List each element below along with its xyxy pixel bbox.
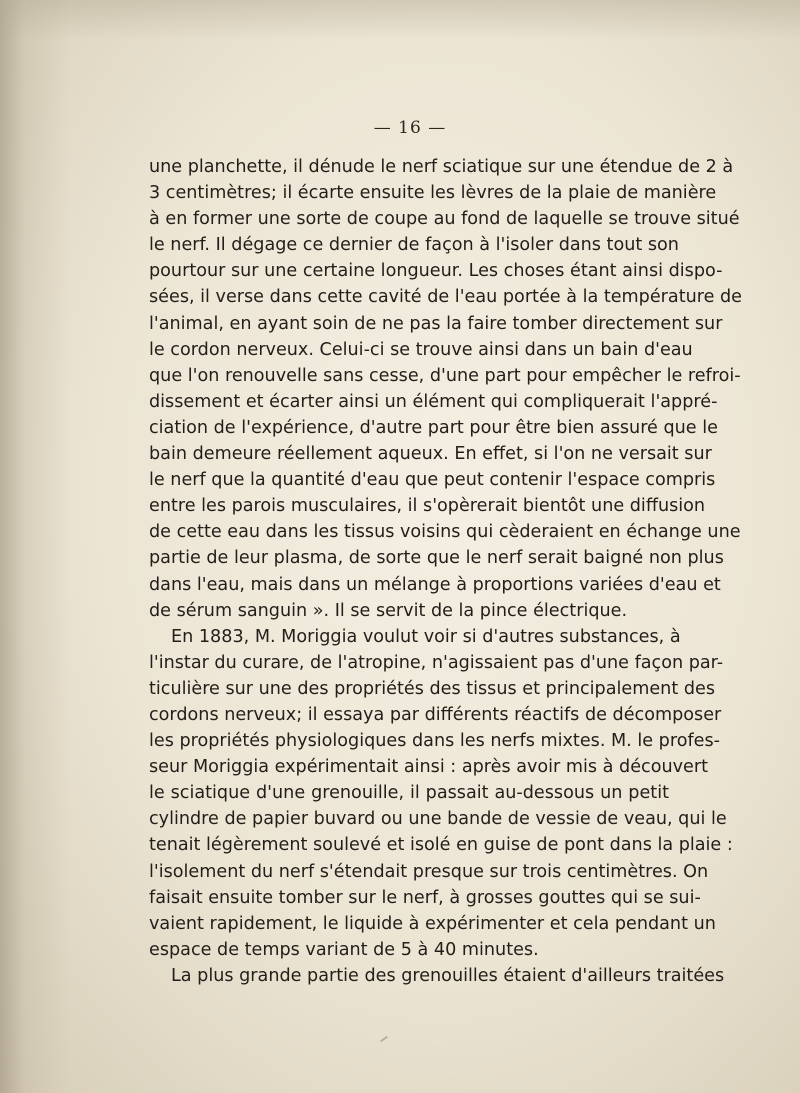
text-line: cordons nerveux; il essaya par différents réactifs de décomposer (149, 704, 722, 725)
text-line: une planchette, il dénude le nerf sciatique sur une étendue de 2 à (149, 157, 734, 177)
text-line: de sérum sanguin ». Il se servit de la pince électrique. (149, 600, 628, 621)
text-line: l'instar du curare, de l'atropine, n'agissaient pas d'une façon par- (149, 652, 724, 673)
text-line: que l'on renouvelle sans cesse, d'une part pour empêcher le refroi- (149, 365, 741, 386)
text-line: l'isolement du nerf s'étendait presque sur trois centimètres. On (149, 861, 709, 882)
text-line: de cette eau dans les tissus voisins qui cèderaient en échange une (149, 522, 741, 543)
text-line: dissement et écarter ainsi un élément qui compliquerait l'appré- (149, 391, 718, 412)
text-line: pourtour sur une certaine longueur. Les choses étant ainsi dispo- (149, 261, 723, 282)
text-line: vaient rapidement, le liquide à expérimenter et cela pendant un (149, 913, 716, 934)
text-line: En 1883, M. Moriggia voulut voir si d'autres substances, à (171, 626, 681, 647)
text-line: le nerf. Il dégage ce dernier de façon à l'isoler dans tout son (149, 235, 679, 256)
text-line: dans l'eau, mais dans un mélange à proportions variées d'eau et (149, 574, 721, 595)
text-line: faisait ensuite tomber sur le nerf, à grosses gouttes qui se sui- (149, 887, 701, 908)
top-edge-shadow (0, 0, 800, 40)
text-line: le sciatique d'une grenouille, il passait au-dessous un petit (149, 783, 669, 804)
page-number: — 16 — (373, 118, 447, 138)
text-line: les propriétés physiologiques dans les nerfs mixtes. M. le profes- (149, 731, 720, 752)
spine-shadow (0, 0, 70, 1093)
text-line: à en former une sorte de coupe au fond de laquelle se trouve situé (149, 209, 740, 230)
text-line: bain demeure réellement aqueux. En effet, si l'on ne versait sur (149, 444, 712, 465)
text-line: ticulière sur une des propriétés des tissus et principalement des (149, 678, 715, 699)
text-line: espace de temps variant de 5 à 40 minutes. (149, 939, 539, 960)
paper-speck (380, 1036, 388, 1042)
body-text (149, 154, 742, 989)
text-line: 3 centimètres; il écarte ensuite les lèvres de la plaie de manière (149, 183, 717, 204)
text-line: cylindre de papier buvard ou une bande de vessie de veau, qui le (149, 809, 727, 830)
text-line: ciation de l'expérience, d'autre part pour être bien assuré que le (149, 417, 718, 438)
text-line: seur Moriggia expérimentait ainsi : après avoir mis à découvert (149, 757, 708, 778)
text-line: le nerf que la quantité d'eau que peut contenir l'espace compris (149, 470, 716, 491)
text-line: sées, il verse dans cette cavité de l'eau portée à la température de (149, 287, 742, 308)
text-line: La plus grande partie des grenouilles étaient d'ailleurs traitées (171, 965, 725, 986)
text-line: le cordon nerveux. Celui-ci se trouve ainsi dans un bain d'eau (149, 339, 693, 360)
text-line: tenait légèrement soulevé et isolé en guise de pont dans la plaie : (149, 835, 733, 856)
text-line: l'animal, en ayant soin de ne pas la faire tomber directement sur (149, 313, 723, 334)
text-line: entre les parois musculaires, il s'opèrerait bientôt une diffusion (149, 496, 706, 517)
text-line: partie de leur plasma, de sorte que le nerf serait baigné non plus (149, 548, 724, 569)
